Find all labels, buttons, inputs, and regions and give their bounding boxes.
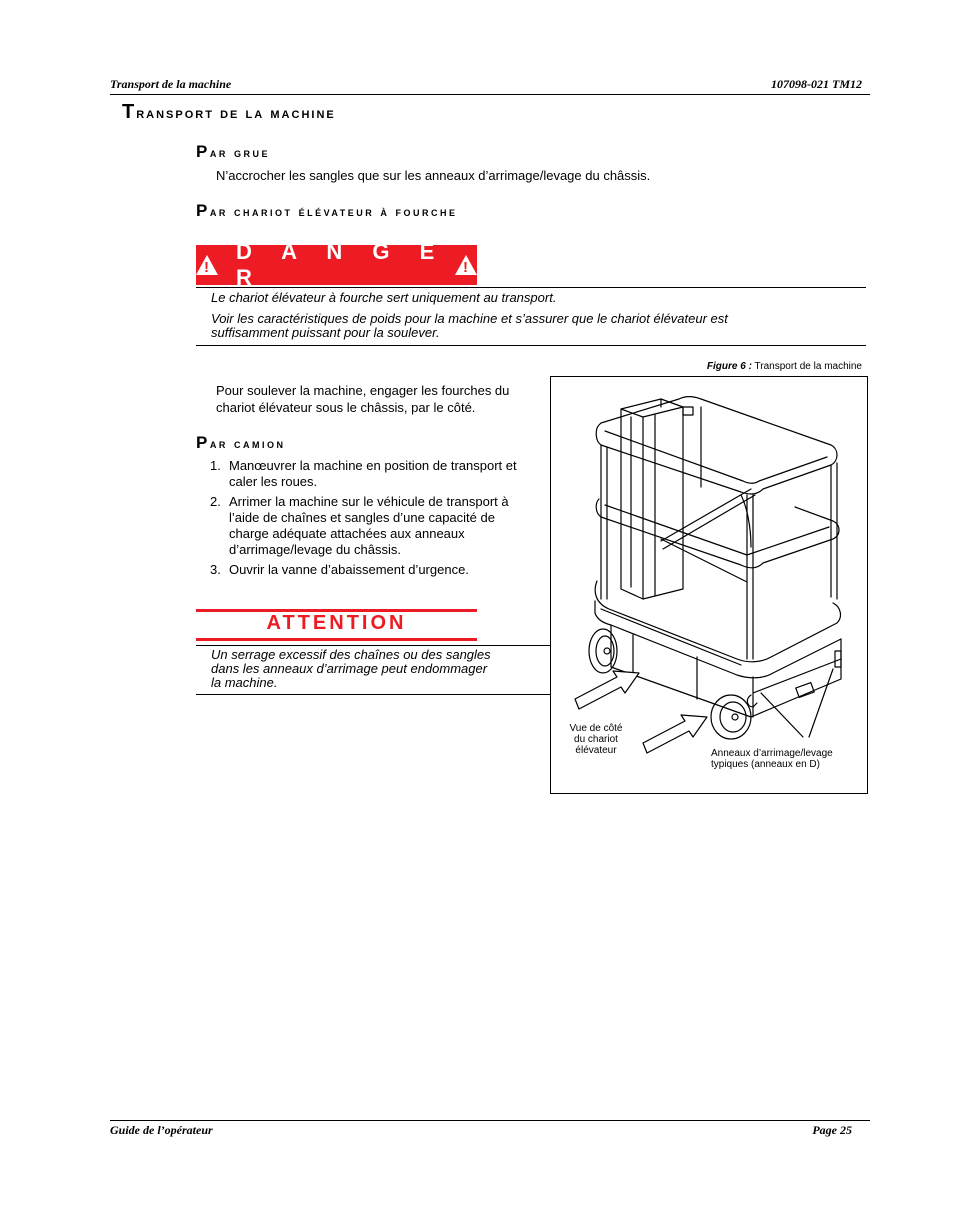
- label-rings-line: typiques (anneaux en D): [711, 759, 820, 770]
- page-title: [122, 101, 336, 124]
- heading-crane-cap: P: [196, 142, 210, 161]
- crane-text: N’accrocher les sangles que sur les anneaux d’arrimage/levage du châssis.: [216, 168, 651, 183]
- danger-banner: [196, 239, 477, 290]
- attention-line-3: la machine.: [211, 675, 278, 690]
- forklift-text-2: chariot élévateur sous le châssis, par le côté.: [216, 400, 476, 415]
- step-line: Arrimer la machine sur le véhicule de transport à: [229, 494, 509, 509]
- list-item: [210, 494, 550, 558]
- truck-steps: [210, 458, 550, 582]
- attention-line-2: dans les anneaux d’arrimage peut endommager: [211, 661, 488, 676]
- attention-line-1: Un serrage excessif des chaînes ou des sangles: [211, 647, 491, 662]
- danger-label: D A N G E R: [236, 239, 447, 290]
- step-line: charge adéquate attachées aux anneaux: [229, 526, 465, 541]
- danger-line-2: Voir les caractéristiques de poids pour la machine et s’assurer que le chariot élévateur est: [211, 311, 728, 326]
- label-side-view: [565, 723, 627, 756]
- figure-caption: [707, 361, 862, 372]
- step-number: 3.: [210, 562, 221, 577]
- figure-box: [550, 376, 868, 794]
- label-rings: [711, 748, 861, 770]
- danger-rule-top: [196, 287, 866, 288]
- step-number: 1.: [210, 458, 221, 473]
- heading-truck: [196, 433, 285, 453]
- heading-forklift-rest: ar chariot élévateur à fourche: [209, 204, 458, 219]
- footer-rule: [110, 1120, 870, 1121]
- danger-line-3: suffisamment puissant pour la soulever.: [211, 325, 440, 340]
- heading-crane: [196, 142, 270, 162]
- step-line: Manœuvrer la machine en position de transport et: [229, 458, 517, 473]
- footer-page: Page 25: [812, 1123, 852, 1137]
- figure-caption-label: Figure 6 :: [706, 361, 752, 372]
- title-rest: ransport de la machine: [136, 105, 336, 122]
- attention-rule-bottom: [196, 694, 550, 695]
- danger-rule-bottom: [196, 345, 866, 346]
- danger-line-1: Le chariot élévateur à fourche sert uniquement au transport.: [211, 290, 557, 305]
- heading-truck-cap: P: [196, 433, 210, 452]
- heading-truck-rest: ar camion: [209, 436, 286, 451]
- step-line: Ouvrir la vanne d’abaissement d’urgence.: [229, 562, 469, 577]
- attention-rule-top: [196, 645, 550, 646]
- label-side-line: élévateur: [575, 745, 617, 756]
- step-number: 2.: [210, 494, 221, 509]
- forklift-text-1: Pour soulever la machine, engager les fourches du: [216, 383, 510, 398]
- heading-crane-rest: ar grue: [209, 145, 270, 160]
- heading-forklift-cap: P: [196, 201, 210, 220]
- label-side-line: du chariot: [574, 734, 618, 745]
- step-line: d’arrimage/levage du châssis.: [229, 542, 401, 557]
- label-rings-line: Anneaux d’arrimage/levage: [711, 748, 833, 759]
- warning-icon: !: [455, 255, 477, 275]
- header-rule: [110, 94, 870, 95]
- list-item: [210, 458, 550, 490]
- heading-forklift: [196, 201, 457, 221]
- warning-icon: !: [196, 255, 218, 275]
- title-cap: T: [122, 101, 137, 123]
- attention-label: ATTENTION: [266, 612, 407, 634]
- list-item: [210, 562, 550, 578]
- attention-bar-bottom: [196, 638, 477, 641]
- label-side-line: Vue de côté: [569, 723, 623, 734]
- header-section: Transport de la machine: [110, 77, 232, 91]
- step-line: caler les roues.: [229, 474, 318, 489]
- step-line: l’aide de chaînes et sangles d’une capacité de: [229, 510, 495, 525]
- footer-left: Guide de l’opérateur: [110, 1123, 213, 1137]
- figure-caption-text: Transport de la machine: [754, 361, 862, 372]
- header-doc-number: 107098-021 TM12: [771, 77, 862, 91]
